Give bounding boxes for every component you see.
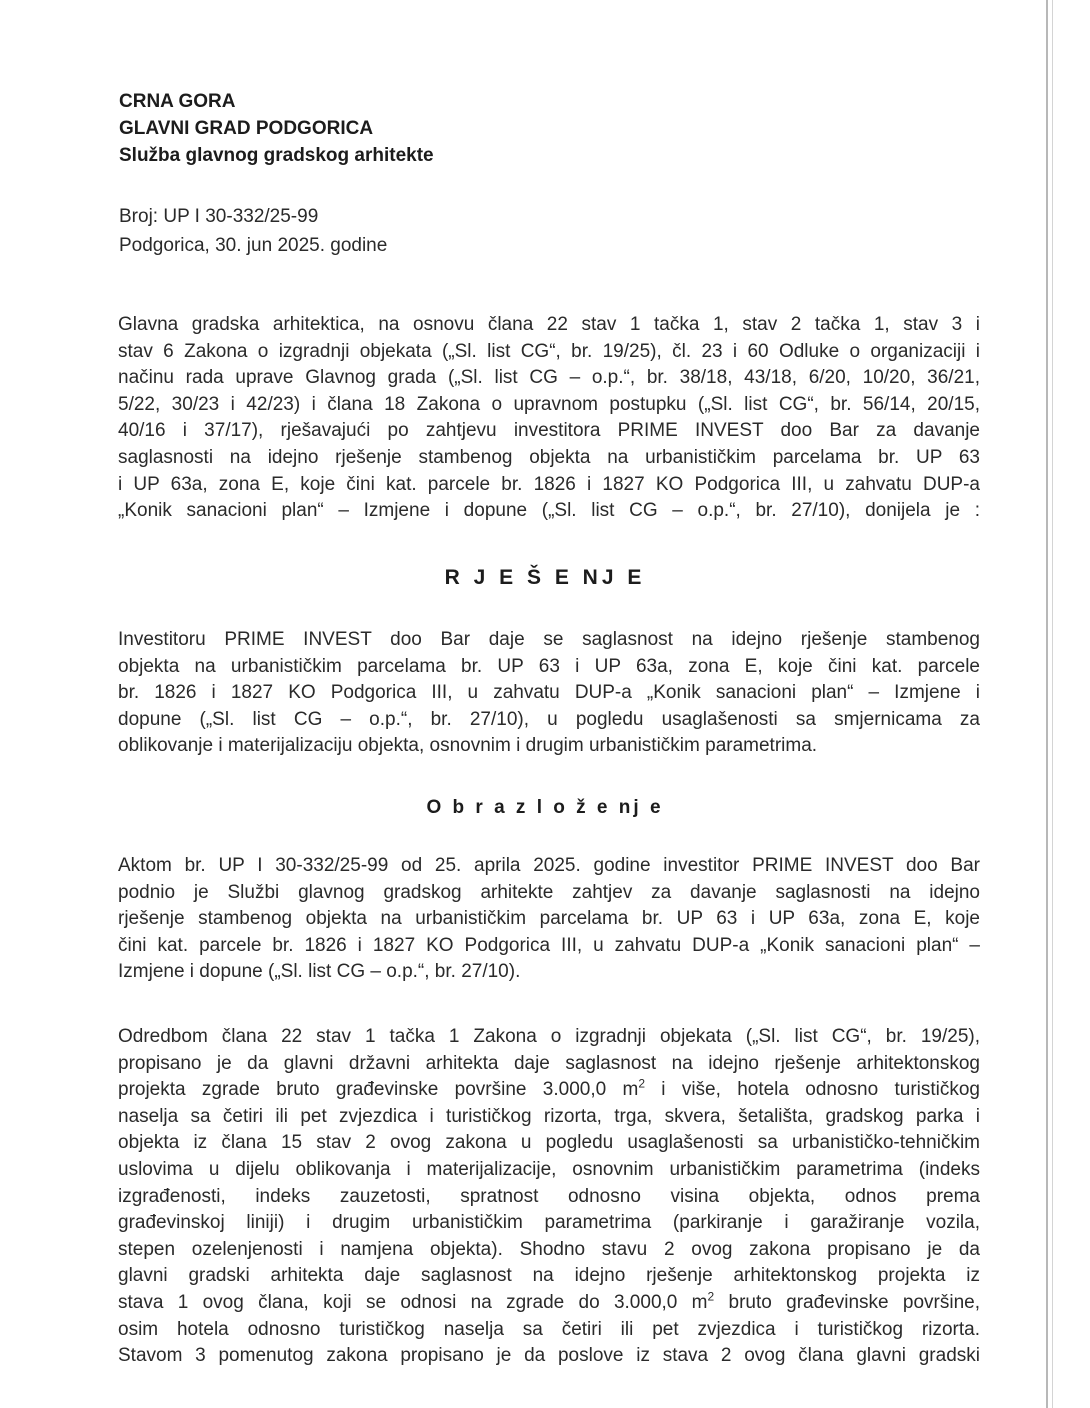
document-date: Podgorica, 30. jun 2025. godine xyxy=(119,235,388,256)
reasoning-line: građevinskoj liniji) i drugim urbanističkim parametrima (parkiranje i garažiranje vozila, xyxy=(118,1212,980,1234)
reasoning-line: propisano je da glavni državni arhitekta daje saglasnost na idejno rješenje arhitektonskog xyxy=(118,1052,980,1074)
reasoning-line: Stavom 3 pomenutog zakona propisano je da poslove iz stava 2 ovog člana glavni gradski xyxy=(118,1345,980,1367)
intro-line: saglasnosti na idejno rješenje stambenog objekta na urbanističkim parcelama br. UP 63 xyxy=(118,446,980,468)
reasoning-line: Odredbom člana 22 stav 1 tačka 1 Zakona o izgradnji objekata („Sl. list CG“, br. 19/25), xyxy=(118,1026,980,1047)
reasoning-title: O b r a z l o ž e nj e xyxy=(426,797,664,818)
intro-line: „Konik sanacioni plan“ – Izmjene i dopune („Sl. list CG – o.p.“, br. 27/10), donijela je : xyxy=(118,500,980,522)
reasoning-line: naselja sa četiri ili pet zvjezdica i turističkog rizorta, trga, skvera, šetališta, gradskog parka i xyxy=(118,1105,980,1127)
scan-edge-line xyxy=(1046,0,1048,1408)
reasoning-line: izgrađenosti, indeks zauzetosti, spratnost odnosno visina objekta, odnos prema xyxy=(118,1185,980,1207)
reasoning-line: čini kat. parcele br. 1826 i 1827 KO Podgorica III, u zahvatu DUP-a „Konik sanacioni plan“ – xyxy=(118,934,980,956)
reasoning-line: uslovima u dijelu oblikovanja i materijalizacije, osnovnim urbanističkim parametrima (indeks xyxy=(118,1158,980,1180)
decision-paragraph xyxy=(118,627,980,760)
reasoning-paragraph-2 xyxy=(118,1024,980,1370)
intro-paragraph xyxy=(118,312,980,525)
reasoning-line: Aktom br. UP I 30-332/25-99 od 25. aprila 2025. godine investitor PRIME INVEST doo Bar xyxy=(118,855,980,876)
reasoning-paragraph-1 xyxy=(118,853,980,986)
decision-line: dopune („Sl. list CG – o.p.“, br. 27/10), u pogledu usaglašenosti sa smjernicama za xyxy=(118,708,980,730)
intro-line: i UP 63a, zona E, koje čini kat. parcele br. 1826 i 1827 KO Podgorica III, u zahvatu DUP-a xyxy=(118,473,980,495)
intro-line: stav 6 Zakona o izgradnji objekata („Sl. list CG“, br. 19/25), čl. 23 i 60 Odluke o organizaciji i xyxy=(118,340,980,362)
reasoning-line-text: stava 1 ovog člana, koji se odnosi na zgrade do 3.000,0 m xyxy=(118,1291,708,1313)
reasoning-line xyxy=(118,1077,980,1104)
document-meta xyxy=(119,202,387,260)
superscript: 2 xyxy=(638,1077,645,1091)
reasoning-line-text: bruto građevinske površine, xyxy=(714,1291,980,1313)
reasoning-line xyxy=(118,1290,980,1317)
header-city: GLAVNI GRAD PODGORICA xyxy=(119,118,374,139)
reasoning-line-text: i više, hotela odnosno turističkog xyxy=(645,1079,980,1101)
reasoning-line: osim hotela odnosno turističkog naselja sa četiri ili pet zvjezdica i turističkog rizorta. xyxy=(118,1318,980,1340)
reasoning-line-text: projekta zgrade bruto građevinske površine 3.000,0 m xyxy=(118,1079,639,1101)
header-office: Služba glavnog gradskog arhitekte xyxy=(119,145,434,166)
reasoning-line: glavni gradski arhitekta daje saglasnost na idejno rješenje arhitektonskog projekta iz xyxy=(118,1265,980,1287)
intro-line: 40/16 i 37/17), rješavajući po zahtjevu investitora PRIME INVEST doo Bar za davanje xyxy=(118,420,980,442)
document-header xyxy=(119,88,434,169)
decision-line: Investitoru PRIME INVEST doo Bar daje se saglasnost na idejno rješenje stambenog xyxy=(118,629,980,650)
reasoning-line: objekta iz člana 15 stav 2 ovog zakona u pogledu usaglašenosti sa urbanističko-tehničkim xyxy=(118,1132,980,1154)
decision-title: R J E Š E NJ E xyxy=(444,566,646,589)
scan-edge-line-secondary xyxy=(1052,0,1053,1408)
intro-line: načinu rada uprave Glavnog grada („Sl. list CG – o.p.“, br. 38/18, 43/18, 6/20, 10/20, 36/21, xyxy=(118,367,980,389)
intro-line: Glavna gradska arhitektica, na osnovu člana 22 stav 1 tačka 1, stav 2 tačka 1, stav 3 i xyxy=(118,314,980,335)
superscript: 2 xyxy=(707,1289,715,1304)
reasoning-line: Izmjene i dopune („Sl. list CG – o.p.“, br. 27/10). xyxy=(118,961,521,983)
reasoning-line: podnio je Službi glavnog gradskog arhitekte zahtjev za davanje saglasnosti na idejno xyxy=(118,881,980,903)
reasoning-line: stepen ozelenjenosti i namjena objekta). Shodno stavu 2 ovog zakona propisano je da xyxy=(118,1238,980,1260)
reasoning-line: rješenje stambenog objekta na urbanističkim parcelama br. UP 63 i UP 63a, zona E, koje xyxy=(118,908,980,930)
decision-line: br. 1826 i 1827 KO Podgorica III, u zahvatu DUP-a „Konik sanacioni plan“ – Izmjene i xyxy=(118,682,980,704)
intro-line: 5/22, 30/23 i 42/23) i člana 18 Zakona o upravnom postupku („Sl. list CG“, br. 56/14, 20/15, xyxy=(118,393,980,415)
decision-line: oblikovanje i materijalizaciju objekta, osnovnim i drugim urbanističkim parametrima. xyxy=(118,735,818,757)
decision-line: objekta na urbanističkim parcelama br. UP 63 i UP 63a, zona E, koje čini kat. parcele xyxy=(118,655,980,677)
header-country: CRNA GORA xyxy=(119,91,236,112)
document-number: Broj: UP I 30-332/25-99 xyxy=(119,206,319,227)
